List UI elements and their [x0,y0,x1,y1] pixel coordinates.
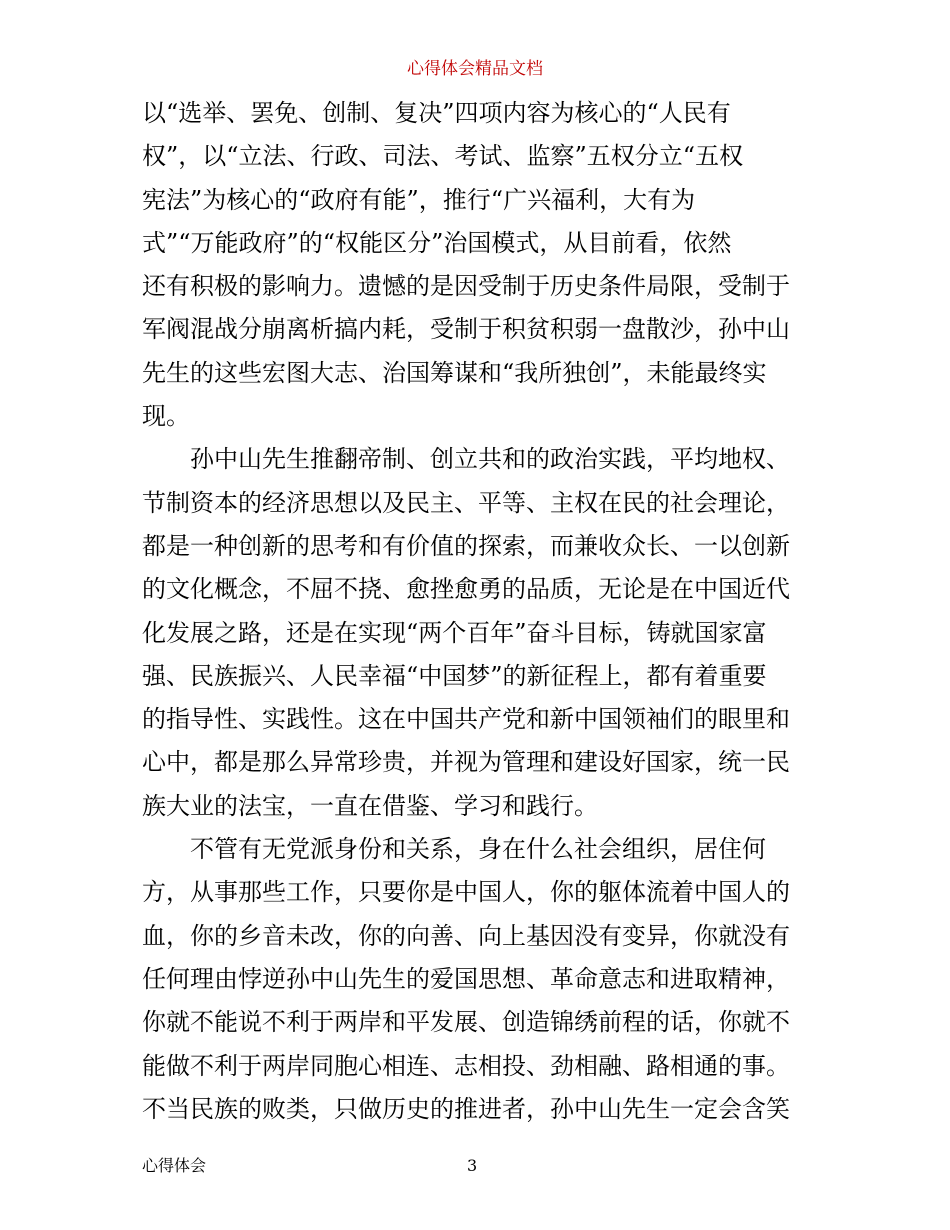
text-line: 还有积极的影响力。遗憾的是因受制于历史条件局限，受制于 [142,272,790,301]
text-line: 都是一种创新的思考和有价值的探索，而兼收众长、一以创新 [142,531,790,560]
text-line: 任何理由悖逆孙中山先生的爱国思想、革命意志和进取精神， [142,964,790,993]
footer-label: 心得体会 [142,1156,207,1175]
text-line: 节制资本的经济思想以及民主、平等、主权在民的社会理论， [142,488,790,517]
text-line: 你就不能说不利于两岸和平发展、创造锦绣前程的话，你就不 [142,1008,790,1037]
text-line: 权”，以“立法、行政、司法、考试、监察”五权分立“五权 [142,142,744,171]
paragraph-first-line: 不管有无党派身份和关系，身在什么社会组织，居住何 [190,835,766,864]
text-line: 以“选举、罢免、创制、复决”四项内容为核心的“人民有 [142,99,731,127]
text-line: 先生的这些宏图大志、治国筹谋和“我所独创”，未能最终实 [142,358,767,387]
text-line: 的指导性、实践性。这在中国共产党和新中国领袖们的眼里和 [142,705,790,734]
text-line: 宪法”为核心的“政府有能”，推行“广兴福利，大有为 [142,185,696,214]
text-line: 族大业的法宝，一直在借鉴、学习和践行。 [142,791,598,820]
document-body [142,92,814,1131]
text-line: 现。 [142,402,190,431]
paragraph-first-line: 孙中山先生推翻帝制、创立共和的政治实践，平均地权、 [190,445,790,474]
document-header-title: 心得体会精品文档 [407,59,543,79]
text-line: 方，从事那些工作，只要你是中国人，你的躯体流着中国人的 [142,878,790,907]
text-line: 血，你的乡音未改，你的向善、向上基因没有变异，你就没有 [142,921,790,950]
text-line: 式”“万能政府”的“权能区分”治国模式，从目前看，依然 [142,228,732,257]
text-line: 化发展之路，还是在实现“两个百年”奋斗目标，铸就国家富 [142,618,767,647]
text-line: 军阀混战分崩离析搞内耗，受制于积贫积弱一盘散沙，孙中山 [142,315,790,344]
text-line: 心中，都是那么异常珍贵，并视为管理和建设好国家，统一民 [142,748,790,777]
text-line: 不当民族的败类，只做历史的推进者，孙中山先生一定会含笑 [142,1094,790,1123]
text-line: 能做不利于两岸同胞心相连、志相投、劲相融、路相通的事。 [142,1051,790,1080]
text-line: 强、民族振兴、人民幸福“中国梦”的新征程上，都有着重要 [142,661,767,690]
text-line: 的文化概念，不屈不挠、愈挫愈勇的品质，无论是在中国近代 [142,575,790,604]
page-number: 3 [467,1156,478,1175]
